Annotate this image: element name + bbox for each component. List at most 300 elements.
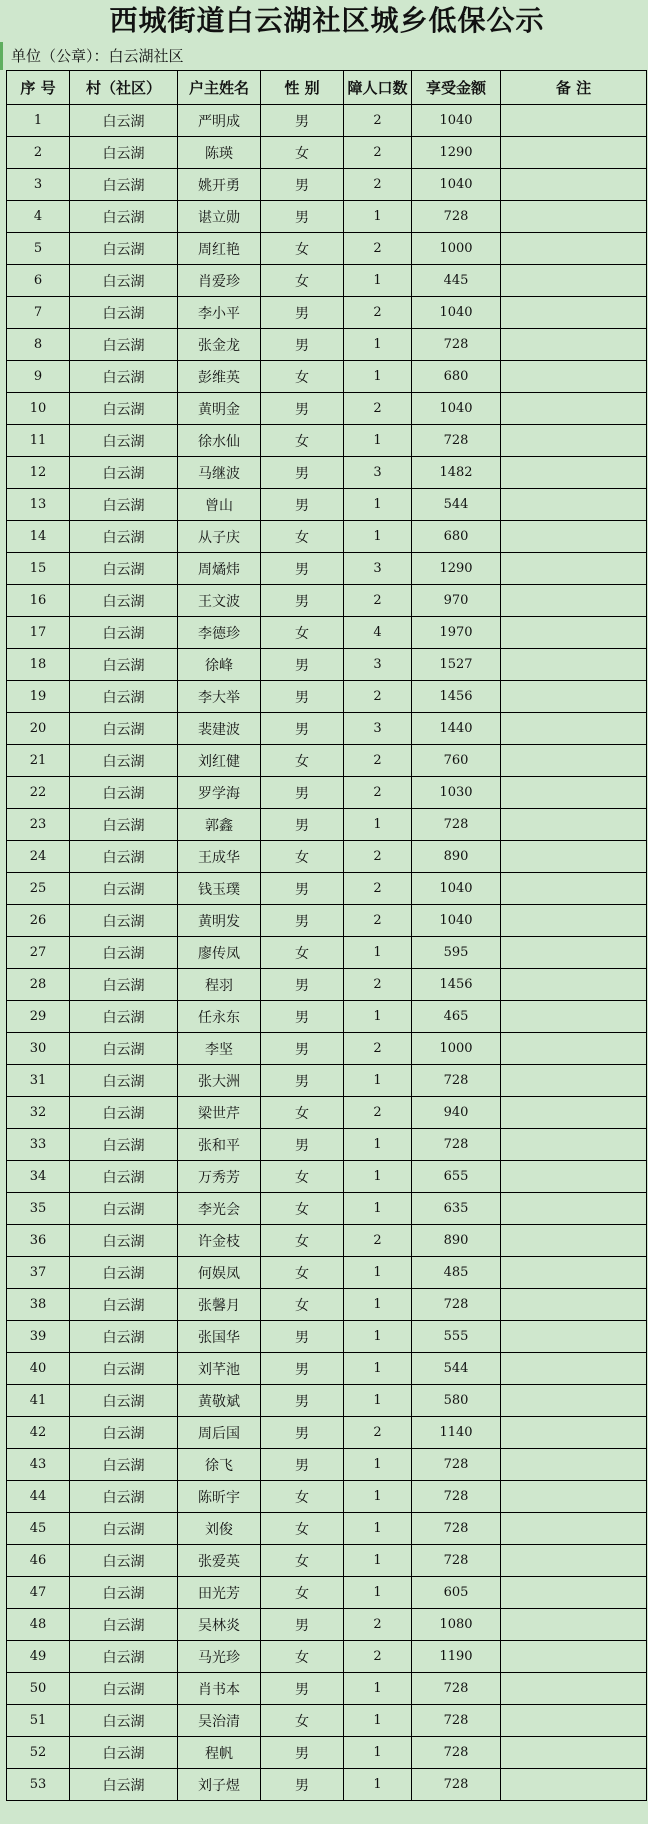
index-cell: 36 <box>7 1225 70 1257</box>
index-cell: 14 <box>7 521 70 553</box>
community-cell: 白云湖 <box>70 1705 178 1737</box>
table-row <box>7 105 647 137</box>
index-cell: 26 <box>7 905 70 937</box>
community-cell: 白云湖 <box>70 969 178 1001</box>
name-cell: 黄明金 <box>178 393 261 425</box>
gender-cell: 男 <box>261 1609 344 1641</box>
community-cell: 白云湖 <box>70 1289 178 1321</box>
gender-cell: 女 <box>261 1225 344 1257</box>
name-cell: 李小平 <box>178 297 261 329</box>
name-cell: 李坚 <box>178 1033 261 1065</box>
gender-cell: 男 <box>261 649 344 681</box>
persons-cell: 2 <box>344 297 412 329</box>
table-row <box>7 1353 647 1385</box>
persons-cell: 1 <box>344 329 412 361</box>
remarks-cell <box>501 1545 647 1577</box>
name-cell: 姚开勇 <box>178 169 261 201</box>
amount-cell: 1190 <box>412 1641 501 1673</box>
remarks-cell <box>501 1705 647 1737</box>
amount-cell: 1040 <box>412 873 501 905</box>
remarks-cell <box>501 1257 647 1289</box>
table-row <box>7 1513 647 1545</box>
remarks-cell <box>501 969 647 1001</box>
index-cell: 24 <box>7 841 70 873</box>
index-cell: 13 <box>7 489 70 521</box>
persons-cell: 1 <box>344 1321 412 1353</box>
name-cell: 马光珍 <box>178 1641 261 1673</box>
persons-cell: 2 <box>344 681 412 713</box>
persons-cell: 1 <box>344 201 412 233</box>
amount-cell: 890 <box>412 841 501 873</box>
amount-cell: 1970 <box>412 617 501 649</box>
community-cell: 白云湖 <box>70 1097 178 1129</box>
gender-cell: 男 <box>261 873 344 905</box>
table-row <box>7 681 647 713</box>
gender-cell: 男 <box>261 201 344 233</box>
persons-cell: 2 <box>344 585 412 617</box>
index-cell: 38 <box>7 1289 70 1321</box>
community-cell: 白云湖 <box>70 1609 178 1641</box>
remarks-cell <box>501 585 647 617</box>
amount-cell: 680 <box>412 361 501 393</box>
table-row <box>7 809 647 841</box>
amount-cell: 728 <box>412 329 501 361</box>
remarks-cell <box>501 521 647 553</box>
community-cell: 白云湖 <box>70 1033 178 1065</box>
gender-cell: 女 <box>261 425 344 457</box>
table-row <box>7 297 647 329</box>
amount-cell: 728 <box>412 425 501 457</box>
col-header-index: 序 号 <box>7 71 70 105</box>
community-cell: 白云湖 <box>70 1385 178 1417</box>
persons-cell: 1 <box>344 425 412 457</box>
index-cell: 15 <box>7 553 70 585</box>
name-cell: 黄敬斌 <box>178 1385 261 1417</box>
gender-cell: 女 <box>261 1641 344 1673</box>
amount-cell: 728 <box>412 201 501 233</box>
table-row <box>7 937 647 969</box>
table-row <box>7 1065 647 1097</box>
gender-cell: 男 <box>261 1129 344 1161</box>
index-cell: 45 <box>7 1513 70 1545</box>
index-cell: 1 <box>7 105 70 137</box>
name-cell: 刘芊池 <box>178 1353 261 1385</box>
community-cell: 白云湖 <box>70 1769 178 1801</box>
gender-cell: 男 <box>261 1033 344 1065</box>
remarks-cell <box>501 809 647 841</box>
persons-cell: 2 <box>344 1609 412 1641</box>
community-cell: 白云湖 <box>70 425 178 457</box>
amount-cell: 1482 <box>412 457 501 489</box>
name-cell: 谌立勋 <box>178 201 261 233</box>
community-cell: 白云湖 <box>70 1193 178 1225</box>
index-cell: 25 <box>7 873 70 905</box>
remarks-cell <box>501 489 647 521</box>
gender-cell: 男 <box>261 553 344 585</box>
table-row <box>7 1481 647 1513</box>
index-cell: 44 <box>7 1481 70 1513</box>
amount-cell: 728 <box>412 1673 501 1705</box>
table-row <box>7 969 647 1001</box>
table-header <box>7 71 647 105</box>
remarks-cell <box>501 1161 647 1193</box>
remarks-cell <box>501 1353 647 1385</box>
amount-cell: 655 <box>412 1161 501 1193</box>
gender-cell: 女 <box>261 1257 344 1289</box>
community-cell: 白云湖 <box>70 1129 178 1161</box>
remarks-cell <box>501 265 647 297</box>
persons-cell: 1 <box>344 489 412 521</box>
community-cell: 白云湖 <box>70 649 178 681</box>
community-cell: 白云湖 <box>70 745 178 777</box>
amount-cell: 970 <box>412 585 501 617</box>
persons-cell: 1 <box>344 521 412 553</box>
table-row <box>7 585 647 617</box>
remarks-cell <box>501 617 647 649</box>
table-row <box>7 1769 647 1801</box>
name-cell: 张和平 <box>178 1129 261 1161</box>
index-cell: 33 <box>7 1129 70 1161</box>
table-row <box>7 777 647 809</box>
page-title: 西城街道白云湖社区城乡低保公示 <box>109 4 545 37</box>
table-row <box>7 1641 647 1673</box>
remarks-cell <box>501 1001 647 1033</box>
table-row <box>7 1161 647 1193</box>
community-cell: 白云湖 <box>70 1353 178 1385</box>
community-cell: 白云湖 <box>70 777 178 809</box>
index-cell: 47 <box>7 1577 70 1609</box>
index-cell: 20 <box>7 713 70 745</box>
persons-cell: 1 <box>344 1673 412 1705</box>
name-cell: 黄明发 <box>178 905 261 937</box>
amount-cell: 1456 <box>412 681 501 713</box>
table-row <box>7 489 647 521</box>
assistance-table <box>6 70 647 1801</box>
community-cell: 白云湖 <box>70 137 178 169</box>
amount-cell: 728 <box>412 1513 501 1545</box>
gender-cell: 女 <box>261 1545 344 1577</box>
table-row <box>7 905 647 937</box>
remarks-cell <box>501 1673 647 1705</box>
gender-cell: 女 <box>261 137 344 169</box>
name-cell: 梁世芹 <box>178 1097 261 1129</box>
table-row <box>7 873 647 905</box>
index-cell: 10 <box>7 393 70 425</box>
index-cell: 53 <box>7 1769 70 1801</box>
index-cell: 16 <box>7 585 70 617</box>
community-cell: 白云湖 <box>70 905 178 937</box>
amount-cell: 544 <box>412 1353 501 1385</box>
remarks-cell <box>501 169 647 201</box>
remarks-cell <box>501 329 647 361</box>
gender-cell: 男 <box>261 777 344 809</box>
index-cell: 19 <box>7 681 70 713</box>
table-row <box>7 713 647 745</box>
persons-cell: 3 <box>344 457 412 489</box>
amount-cell: 1040 <box>412 905 501 937</box>
name-cell: 李光会 <box>178 1193 261 1225</box>
remarks-cell <box>501 905 647 937</box>
community-cell: 白云湖 <box>70 489 178 521</box>
community-cell: 白云湖 <box>70 713 178 745</box>
gender-cell: 女 <box>261 1513 344 1545</box>
persons-cell: 1 <box>344 937 412 969</box>
table-row <box>7 1449 647 1481</box>
index-cell: 34 <box>7 1161 70 1193</box>
name-cell: 廖传凤 <box>178 937 261 969</box>
persons-cell: 1 <box>344 1737 412 1769</box>
col-header-gender: 性 别 <box>261 71 344 105</box>
index-cell: 17 <box>7 617 70 649</box>
amount-cell: 1000 <box>412 233 501 265</box>
name-cell: 田光芳 <box>178 1577 261 1609</box>
persons-cell: 1 <box>344 1545 412 1577</box>
persons-cell: 2 <box>344 1097 412 1129</box>
remarks-cell <box>501 361 647 393</box>
table-row <box>7 265 647 297</box>
index-cell: 51 <box>7 1705 70 1737</box>
amount-cell: 465 <box>412 1001 501 1033</box>
table-row <box>7 201 647 233</box>
remarks-cell <box>501 425 647 457</box>
index-cell: 23 <box>7 809 70 841</box>
remarks-cell <box>501 1225 647 1257</box>
amount-cell: 1040 <box>412 297 501 329</box>
community-cell: 白云湖 <box>70 1065 178 1097</box>
index-cell: 48 <box>7 1609 70 1641</box>
amount-cell: 728 <box>412 1769 501 1801</box>
gender-cell: 女 <box>261 233 344 265</box>
table-row <box>7 169 647 201</box>
name-cell: 徐峰 <box>178 649 261 681</box>
remarks-cell <box>501 201 647 233</box>
community-cell: 白云湖 <box>70 1161 178 1193</box>
community-cell: 白云湖 <box>70 1257 178 1289</box>
table-row <box>7 1705 647 1737</box>
index-cell: 29 <box>7 1001 70 1033</box>
table-row <box>7 393 647 425</box>
amount-cell: 728 <box>412 1705 501 1737</box>
community-cell: 白云湖 <box>70 521 178 553</box>
col-header-persons: 障人口数 <box>344 71 412 105</box>
name-cell: 万秀芳 <box>178 1161 261 1193</box>
remarks-cell <box>501 457 647 489</box>
name-cell: 王文波 <box>178 585 261 617</box>
gender-cell: 男 <box>261 1385 344 1417</box>
window-edge <box>648 0 654 1824</box>
amount-cell: 544 <box>412 489 501 521</box>
index-cell: 2 <box>7 137 70 169</box>
persons-cell: 3 <box>344 713 412 745</box>
table-row <box>7 1417 647 1449</box>
gender-cell: 男 <box>261 809 344 841</box>
name-cell: 郭鑫 <box>178 809 261 841</box>
table-row <box>7 233 647 265</box>
remarks-cell <box>501 137 647 169</box>
amount-cell: 1040 <box>412 169 501 201</box>
community-cell: 白云湖 <box>70 169 178 201</box>
name-cell: 许金枝 <box>178 1225 261 1257</box>
amount-cell: 1290 <box>412 137 501 169</box>
table-row <box>7 1129 647 1161</box>
amount-cell: 605 <box>412 1577 501 1609</box>
index-cell: 32 <box>7 1097 70 1129</box>
table-row <box>7 137 647 169</box>
remarks-cell <box>501 1481 647 1513</box>
remarks-cell <box>501 553 647 585</box>
gender-cell: 男 <box>261 297 344 329</box>
gender-cell: 男 <box>261 169 344 201</box>
persons-cell: 2 <box>344 1033 412 1065</box>
amount-cell: 760 <box>412 745 501 777</box>
amount-cell: 728 <box>412 1737 501 1769</box>
persons-cell: 2 <box>344 1641 412 1673</box>
amount-cell: 1040 <box>412 393 501 425</box>
persons-cell: 4 <box>344 617 412 649</box>
persons-cell: 1 <box>344 1705 412 1737</box>
table-row <box>7 1097 647 1129</box>
community-cell: 白云湖 <box>70 105 178 137</box>
community-cell: 白云湖 <box>70 617 178 649</box>
name-cell: 马继波 <box>178 457 261 489</box>
index-cell: 3 <box>7 169 70 201</box>
remarks-cell <box>501 745 647 777</box>
persons-cell: 1 <box>344 1161 412 1193</box>
table-row <box>7 425 647 457</box>
table-row <box>7 1545 647 1577</box>
remarks-cell <box>501 1609 647 1641</box>
index-cell: 52 <box>7 1737 70 1769</box>
community-cell: 白云湖 <box>70 457 178 489</box>
persons-cell: 1 <box>344 1577 412 1609</box>
name-cell: 肖爱珍 <box>178 265 261 297</box>
community-cell: 白云湖 <box>70 1225 178 1257</box>
persons-cell: 2 <box>344 233 412 265</box>
amount-cell: 940 <box>412 1097 501 1129</box>
persons-cell: 1 <box>344 1257 412 1289</box>
name-cell: 刘子煜 <box>178 1769 261 1801</box>
index-cell: 27 <box>7 937 70 969</box>
name-cell: 曾山 <box>178 489 261 521</box>
name-cell: 王成华 <box>178 841 261 873</box>
index-cell: 31 <box>7 1065 70 1097</box>
table-row <box>7 1033 647 1065</box>
persons-cell: 1 <box>344 809 412 841</box>
col-header-community: 村（社区） <box>70 71 178 105</box>
community-cell: 白云湖 <box>70 297 178 329</box>
amount-cell: 680 <box>412 521 501 553</box>
name-cell: 李德珍 <box>178 617 261 649</box>
community-cell: 白云湖 <box>70 361 178 393</box>
name-cell: 陈瑛 <box>178 137 261 169</box>
name-cell: 任永东 <box>178 1001 261 1033</box>
persons-cell: 2 <box>344 105 412 137</box>
persons-cell: 2 <box>344 777 412 809</box>
name-cell: 周后国 <box>178 1417 261 1449</box>
amount-cell: 1527 <box>412 649 501 681</box>
table-row <box>7 1225 647 1257</box>
community-cell: 白云湖 <box>70 1673 178 1705</box>
gender-cell: 女 <box>261 1193 344 1225</box>
amount-cell: 728 <box>412 1065 501 1097</box>
index-cell: 18 <box>7 649 70 681</box>
gender-cell: 男 <box>261 457 344 489</box>
community-cell: 白云湖 <box>70 1641 178 1673</box>
gender-cell: 女 <box>261 521 344 553</box>
gender-cell: 女 <box>261 1289 344 1321</box>
remarks-cell <box>501 1577 647 1609</box>
persons-cell: 1 <box>344 1769 412 1801</box>
index-cell: 40 <box>7 1353 70 1385</box>
persons-cell: 1 <box>344 361 412 393</box>
name-cell: 肖书本 <box>178 1673 261 1705</box>
name-cell: 张国华 <box>178 1321 261 1353</box>
index-cell: 22 <box>7 777 70 809</box>
index-cell: 49 <box>7 1641 70 1673</box>
gender-cell: 男 <box>261 681 344 713</box>
amount-cell: 485 <box>412 1257 501 1289</box>
persons-cell: 1 <box>344 1513 412 1545</box>
gender-cell: 女 <box>261 1705 344 1737</box>
remarks-cell <box>501 777 647 809</box>
name-cell: 裴建波 <box>178 713 261 745</box>
amount-cell: 1290 <box>412 553 501 585</box>
index-cell: 8 <box>7 329 70 361</box>
gender-cell: 女 <box>261 1577 344 1609</box>
name-cell: 从子庆 <box>178 521 261 553</box>
name-cell: 吴林炎 <box>178 1609 261 1641</box>
remarks-cell <box>501 1385 647 1417</box>
gender-cell: 男 <box>261 585 344 617</box>
amount-cell: 1030 <box>412 777 501 809</box>
index-cell: 11 <box>7 425 70 457</box>
name-cell: 张馨月 <box>178 1289 261 1321</box>
index-cell: 41 <box>7 1385 70 1417</box>
index-cell: 37 <box>7 1257 70 1289</box>
community-cell: 白云湖 <box>70 1417 178 1449</box>
remarks-cell <box>501 1033 647 1065</box>
amount-cell: 728 <box>412 1481 501 1513</box>
persons-cell: 3 <box>344 553 412 585</box>
index-cell: 28 <box>7 969 70 1001</box>
index-cell: 50 <box>7 1673 70 1705</box>
persons-cell: 1 <box>344 1065 412 1097</box>
gender-cell: 女 <box>261 617 344 649</box>
amount-cell: 1080 <box>412 1609 501 1641</box>
index-cell: 6 <box>7 265 70 297</box>
index-cell: 35 <box>7 1193 70 1225</box>
gender-cell: 女 <box>261 937 344 969</box>
remarks-cell <box>501 1769 647 1801</box>
table-row <box>7 841 647 873</box>
name-cell: 刘红健 <box>178 745 261 777</box>
name-cell: 张金龙 <box>178 329 261 361</box>
gender-cell: 女 <box>261 841 344 873</box>
table-row <box>7 1609 647 1641</box>
name-cell: 何娱凤 <box>178 1257 261 1289</box>
remarks-cell <box>501 713 647 745</box>
index-cell: 12 <box>7 457 70 489</box>
name-cell: 严明成 <box>178 105 261 137</box>
gender-cell: 男 <box>261 713 344 745</box>
gender-cell: 男 <box>261 1737 344 1769</box>
amount-cell: 890 <box>412 1225 501 1257</box>
name-cell: 程羽 <box>178 969 261 1001</box>
persons-cell: 2 <box>344 873 412 905</box>
remarks-cell <box>501 1449 647 1481</box>
remarks-cell <box>501 1641 647 1673</box>
name-cell: 徐飞 <box>178 1449 261 1481</box>
